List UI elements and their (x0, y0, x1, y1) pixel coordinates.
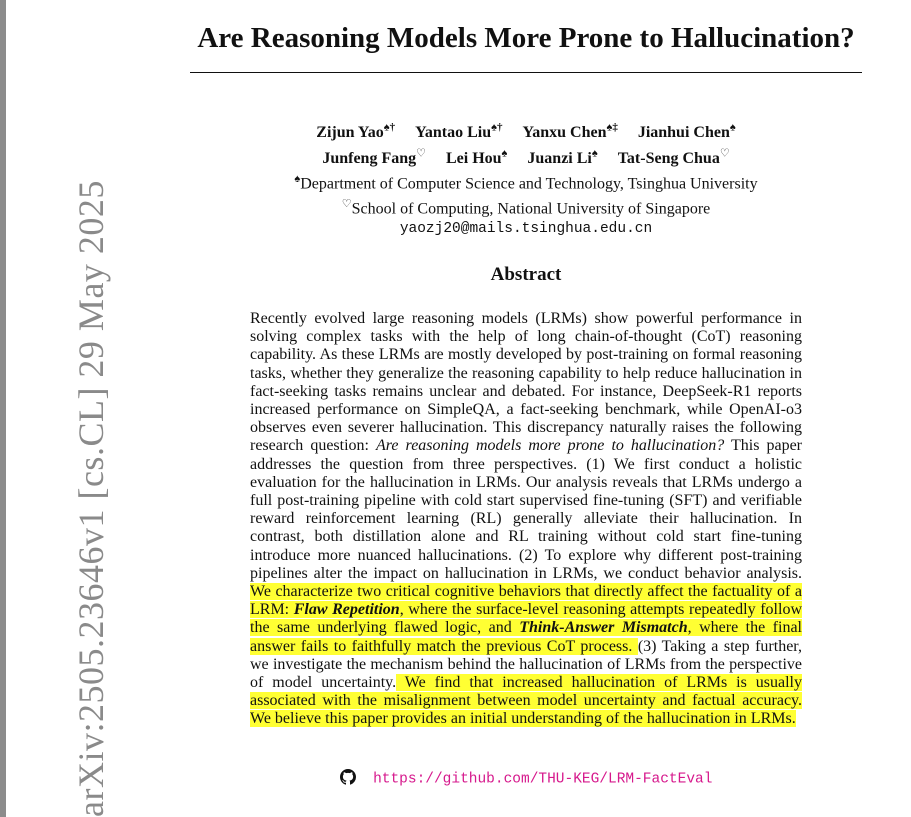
author-line-1 (190, 118, 862, 143)
author: Yantao Liu♠† (415, 122, 503, 142)
author: Zijun Yao♠† (316, 122, 396, 142)
affiliation-nus: ♡School of Computing, National University of Singapore (341, 197, 711, 218)
affiliation-tsinghua: ♠Department of Computer Science and Technology, Tsinghua University (294, 172, 758, 192)
author: Tat-Seng Chua♡ (617, 147, 730, 167)
abstract-body (250, 310, 802, 729)
page-left-border (0, 0, 6, 817)
author: Jianhui Chen♠ (637, 122, 736, 142)
highlighted-text: We find that increased hallucination of LRMs is usually associated with the misalignment between model uncertainty and factual accuracy. We believe this paper provides an initial understanding of the hallucination in LRMs. (250, 674, 803, 728)
research-question: Are reasoning models more prone to hallucination? (376, 437, 725, 455)
abstract-text: (3) Taking a step further, we investigate the mechanism behind the hallucination of LRMs from the perspective of model uncertainty. (250, 637, 802, 692)
abstract-text: Recently evolved large reasoning models (LRMs) show powerful performance in solving complex tasks with the help of long chain-of-thought (CoT) reasoning capability. As these LRMs are mostly developed by post-training on formal reasoning tasks, whether they generalize the reasoning capability to help reduce hallucination in fact-seeking tasks remains unclear and debated. For instance, DeepSeek-R1 reports increased performance on SimpleQA, a fact-seeking benchmark, while OpenAI-o3 observes even severer hallucination. This discrepancy naturally raises the following research question: (250, 310, 802, 455)
contact-email: yaozj20@mails.tsinghua.edu.cn (399, 221, 653, 238)
author: Yanxu Chen♠‡ (522, 122, 618, 142)
github-icon (340, 769, 356, 790)
paper-title: Are Reasoning Models More Prone to Hallucination? (197, 22, 855, 54)
author: Lei Hou♠ (445, 147, 508, 167)
abstract-heading: Abstract (490, 264, 562, 285)
term-think-answer-mismatch: Think-Answer Mismatch (519, 619, 688, 637)
author: Junfeng Fang♡ (322, 147, 426, 167)
repository-link[interactable]: https://github.com/THU-KEG/LRM-FactEval (373, 771, 713, 788)
term-flaw-repetition: Flaw Repetition (293, 601, 400, 619)
author-block (190, 118, 862, 239)
highlighted-text: We characterize two critical cognitive behaviors that directly affect the factuality of a LRM: Flaw Repetition, where the surface-level reasoning attempts repeatedly follow the same underlying flawed logic, and Think-Answer Mismatch, where the final answer fails to faithfully match the previous CoT process. (250, 583, 802, 655)
arxiv-identifier: arXiv:2505.23646v1 [cs.CL] 29 May 2025 (71, 180, 111, 817)
title-divider (190, 72, 862, 73)
author: Juanzi Li♠ (527, 147, 598, 167)
author-line-2 (190, 143, 862, 168)
repository-row (250, 769, 802, 790)
abstract-text: This paper addresses the question from three perspectives. (1) We first conduct a holistic evaluation for the hallucination in LRMs. Our analysis reveals that LRMs undergo a full post-training pipeline with cold start supervised fine-tuning (SFT) and verifiable reward reinforcement learning (RL) generally alleviate their hallucination. In contrast, both distillation alone and RL training without cold start fine-tuning introduce more nuanced hallucinations. (2) To explore why different post-training pipelines alter the impact on hallucination in LRMs, we conduct behavior analysis. (250, 437, 802, 582)
